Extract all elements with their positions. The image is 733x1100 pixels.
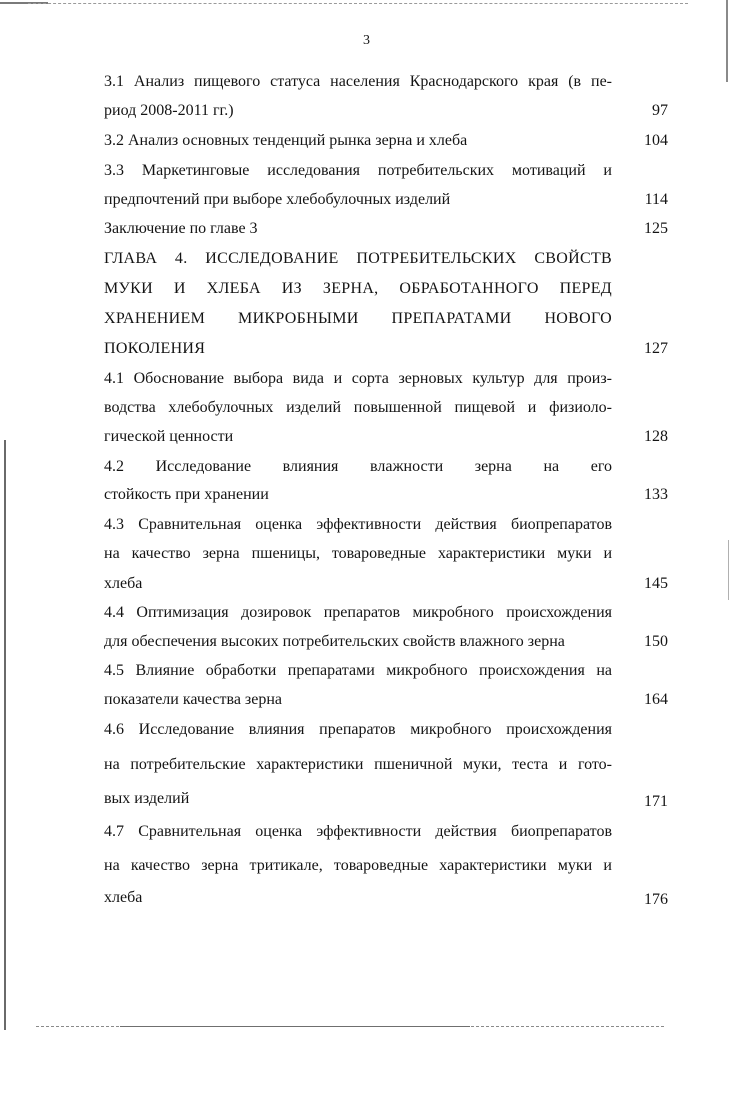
chapter-heading-line: ГЛАВА 4. ИССЛЕДОВАНИЕ ПОТРЕБИТЕЛЬСКИХ СВОЙСТВ bbox=[104, 250, 612, 267]
toc-line: гической ценности bbox=[104, 428, 234, 445]
toc-line: 4.5 Влияние обработки препаратами микробного происхождения на bbox=[104, 662, 612, 679]
toc-line: на потребительские характеристики пшеничной муки, теста и гото- bbox=[104, 756, 612, 773]
chapter-heading-line: ХРАНЕНИЕМ МИКРОБНЫМИ ПРЕПАРАТАМИ НОВОГО bbox=[104, 310, 612, 327]
toc-line: 4.3 Сравнительная оценка эффективности действия биопрепаратов bbox=[104, 516, 612, 533]
toc-page-ref: 164 bbox=[644, 691, 668, 708]
page-number: 3 bbox=[363, 33, 370, 48]
toc-line: хлеба bbox=[104, 575, 143, 592]
toc-line: 3.2 Анализ основных тенденций рынка зерна и хлеба bbox=[104, 132, 468, 149]
toc-line: 4.6 Исследование влияния препаратов микробного происхождения bbox=[104, 721, 612, 738]
toc-line: 3.3 Маркетинговые исследования потребительских мотиваций и bbox=[104, 162, 612, 179]
toc-line: 4.1 Обоснование выбора вида и сорта зерновых культур для произ- bbox=[104, 370, 612, 387]
toc-line: 3.1 Анализ пищевого статуса населения Краснодарского края (в пе- bbox=[104, 73, 612, 90]
toc-line: на качество зерна пшеницы, товароведные характеристики муки и bbox=[104, 545, 612, 562]
scan-edge-mark bbox=[4, 440, 6, 1030]
chapter-heading-line: МУКИ И ХЛЕБА ИЗ ЗЕРНА, ОБРАБОТАННОГО ПЕРЕД bbox=[104, 280, 612, 297]
toc-page-ref: 97 bbox=[652, 102, 668, 119]
toc-line: 4.2 Исследование влияния влажности зерна на его bbox=[104, 458, 612, 475]
toc-page-ref: 128 bbox=[644, 428, 668, 445]
toc-page-ref: 150 bbox=[644, 633, 668, 650]
toc-page-ref: 125 bbox=[644, 220, 668, 237]
scan-edge-mark bbox=[728, 540, 729, 600]
toc-line: показатели качества зерна bbox=[104, 691, 283, 708]
toc-line: вых изделий bbox=[104, 790, 190, 807]
toc-page-ref: 114 bbox=[644, 191, 668, 208]
toc-page-ref: 127 bbox=[644, 340, 668, 357]
toc-page-ref: 145 bbox=[644, 575, 668, 592]
toc-page-ref: 171 bbox=[644, 793, 668, 810]
toc-page-ref: 133 bbox=[644, 486, 668, 503]
toc-line: хлеба bbox=[104, 889, 143, 906]
scan-edge-mark bbox=[120, 1026, 470, 1027]
toc-line: риод 2008-2011 гг.) bbox=[104, 102, 234, 119]
toc-line: 4.4 Оптимизация дозировок препаратов микробного происхождения bbox=[104, 604, 612, 621]
scan-edge-mark bbox=[28, 3, 688, 4]
chapter-heading-line: ПОКОЛЕНИЯ bbox=[104, 340, 206, 357]
toc-line: стойкость при хранении bbox=[104, 486, 269, 503]
toc-line: предпочтений при выборе хлебобулочных изделий bbox=[104, 191, 451, 208]
toc-page-ref: 104 bbox=[644, 132, 668, 149]
toc-page-ref: 176 bbox=[644, 891, 668, 908]
toc-line: 4.7 Сравнительная оценка эффективности действия биопрепаратов bbox=[104, 823, 612, 840]
toc-line: для обеспечения высоких потребительских свойств влажного зерна bbox=[104, 633, 565, 650]
toc-line: водства хлебобулочных изделий повышенной пищевой и физиоло- bbox=[104, 399, 612, 416]
toc-line: Заключение по главе 3 bbox=[104, 220, 258, 237]
toc-line: на качество зерна тритикале, товароведные характеристики муки и bbox=[104, 857, 612, 874]
